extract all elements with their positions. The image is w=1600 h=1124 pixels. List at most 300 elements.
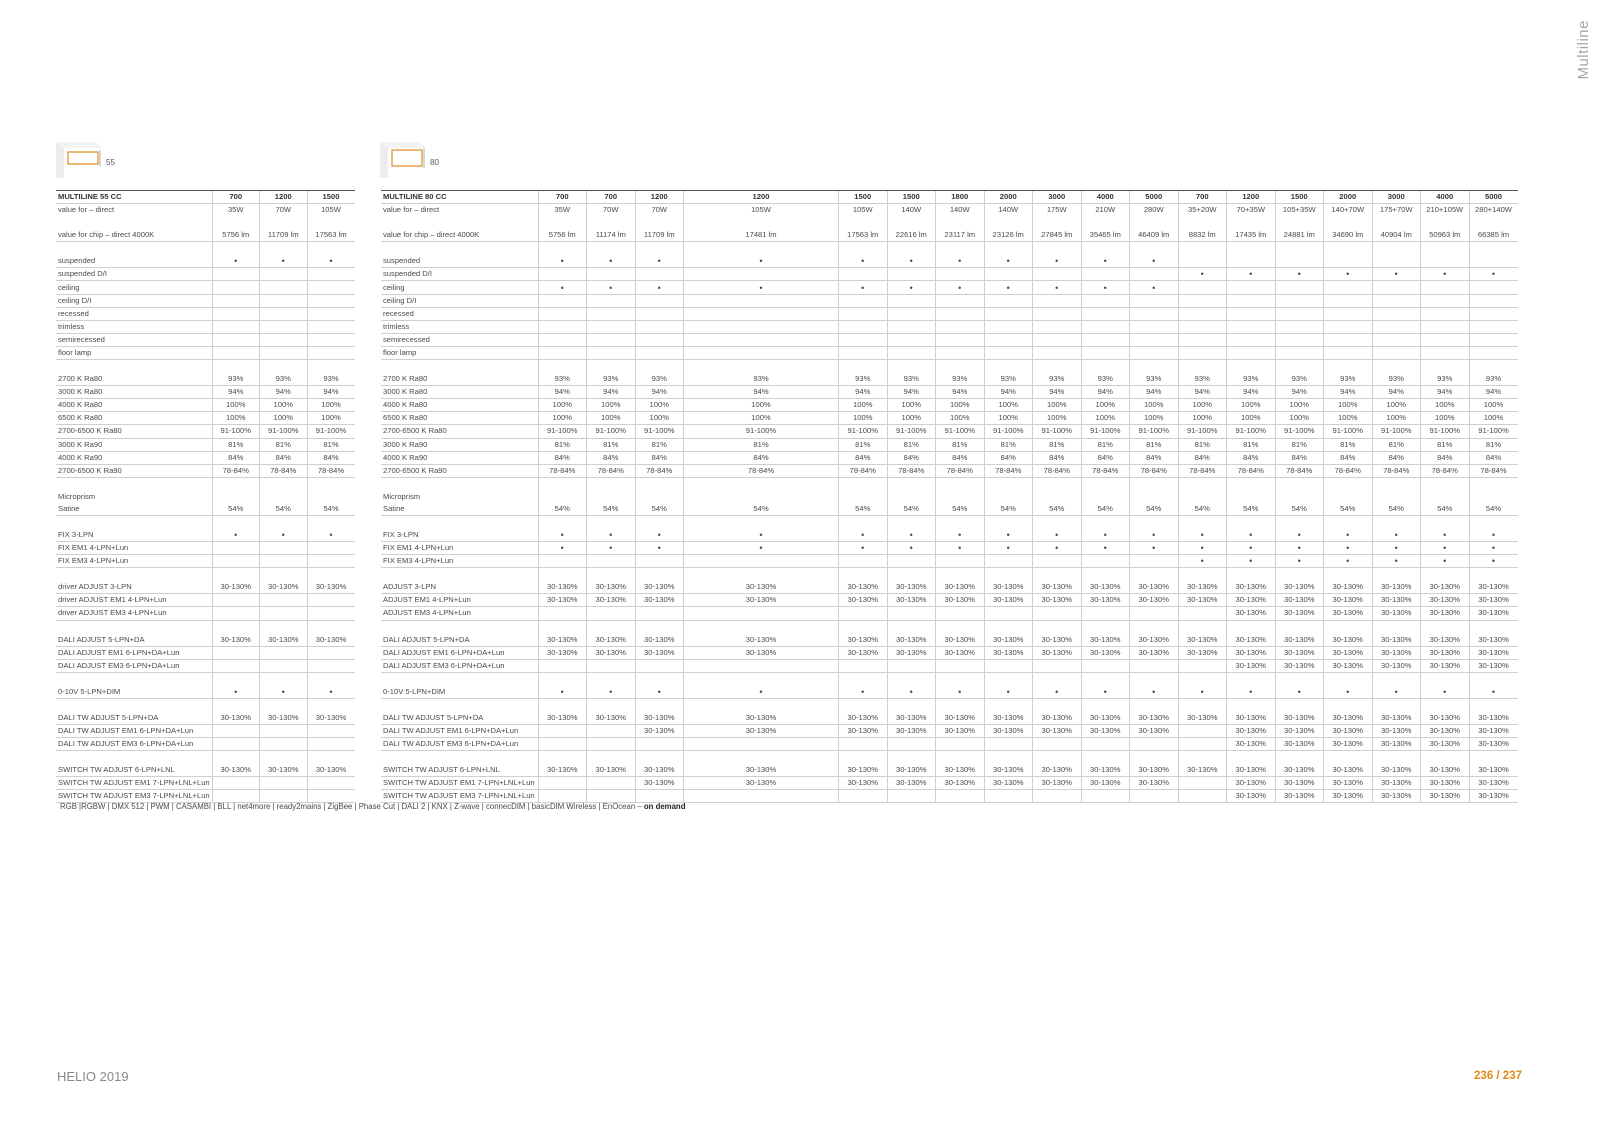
row-value (1469, 294, 1518, 307)
column-lumen: 8832 lm (1178, 229, 1227, 242)
row-value: 93% (1324, 373, 1373, 386)
row-value: 78-84% (1275, 464, 1324, 477)
row-value: 30-130% (1081, 594, 1130, 607)
row-value: 91-100% (1275, 425, 1324, 438)
row-label: recessed (56, 307, 212, 320)
row-value (1033, 607, 1082, 620)
row-value (635, 659, 684, 672)
row-value (1033, 491, 1082, 503)
row-value: 94% (1275, 386, 1324, 399)
row-value: 100% (1324, 399, 1373, 412)
row-value: • (1227, 268, 1276, 281)
row-value: 30-130% (1227, 646, 1276, 659)
row-value: 54% (1081, 503, 1130, 516)
row-value: 94% (1081, 386, 1130, 399)
row-value (684, 659, 839, 672)
row-value: 30-130% (1324, 725, 1373, 738)
row-value (1372, 281, 1421, 294)
row-value (1324, 255, 1373, 268)
row-value: 30-130% (1372, 634, 1421, 647)
row-value: 100% (1130, 412, 1179, 425)
column-power: 140W (936, 204, 985, 217)
row-value: 100% (1033, 399, 1082, 412)
row-value (684, 333, 839, 346)
row-value (635, 346, 684, 359)
column-size: 1500 (1275, 191, 1324, 204)
row-value: 30-130% (1081, 712, 1130, 725)
column-lumen: 24881 lm (1275, 229, 1324, 242)
row-value (212, 725, 260, 738)
row-value (1178, 607, 1227, 620)
row-value: 54% (684, 503, 839, 516)
row-value (936, 320, 985, 333)
row-value: 30-130% (212, 712, 260, 725)
table-row (56, 346, 355, 359)
row-value (1421, 255, 1470, 268)
table-row (381, 333, 1518, 346)
row-value: 81% (839, 438, 888, 451)
column-power: 70W (260, 204, 308, 217)
row-label: floor lamp (381, 346, 538, 359)
table-row (56, 451, 355, 464)
row-value: 30-130% (1227, 725, 1276, 738)
table-row (56, 738, 355, 751)
row-value: 30-130% (1130, 646, 1179, 659)
table-row (381, 320, 1518, 333)
row-value (1227, 255, 1276, 268)
row-label: recessed (381, 307, 538, 320)
row-value (839, 659, 888, 672)
row-value: 84% (1275, 451, 1324, 464)
row-value: 30-130% (635, 764, 684, 777)
row-value: • (684, 542, 839, 555)
row-value: 100% (587, 412, 636, 425)
row-value (635, 333, 684, 346)
row-value: 30-130% (1372, 712, 1421, 725)
row-label: FIX 3-LPN (381, 529, 538, 542)
row-value: 30-130% (1372, 764, 1421, 777)
row-value: 30-130% (1324, 646, 1373, 659)
row-value: 93% (684, 373, 839, 386)
row-value (887, 659, 936, 672)
row-value (635, 607, 684, 620)
row-value: 30-130% (839, 712, 888, 725)
row-value: 81% (538, 438, 587, 451)
row-value (1033, 790, 1082, 803)
row-value: • (1372, 268, 1421, 281)
row-label: 4000 K Ra90 (381, 451, 538, 464)
column-size: 1200 (635, 191, 684, 204)
row-value: 81% (635, 438, 684, 451)
row-value: • (887, 542, 936, 555)
row-value: 30-130% (1275, 790, 1324, 803)
row-value (1033, 294, 1082, 307)
table-row (56, 412, 355, 425)
row-value: 30-130% (936, 725, 985, 738)
row-value: 94% (684, 386, 839, 399)
row-value: 30-130% (1469, 725, 1518, 738)
row-value: 84% (1178, 451, 1227, 464)
row-value: • (307, 255, 355, 268)
row-value: 54% (635, 503, 684, 516)
row-value: 94% (1033, 386, 1082, 399)
power-label: value for – direct (58, 205, 115, 215)
row-value (212, 777, 260, 790)
row-value: 30-130% (1130, 712, 1179, 725)
row-value: 100% (307, 412, 355, 425)
row-label: suspended D/I (56, 268, 212, 281)
table-row (56, 438, 355, 451)
column-size: 2000 (984, 191, 1033, 204)
row-value: 100% (212, 399, 260, 412)
row-value: 81% (984, 438, 1033, 451)
row-label: DALI ADJUST EM1 6-LPN+DA+Lun (381, 646, 538, 659)
row-value (635, 790, 684, 803)
row-label: DALI ADJUST 5-LPN+DA (381, 634, 538, 647)
row-value: 93% (984, 373, 1033, 386)
table-row (381, 646, 1518, 659)
row-value (839, 346, 888, 359)
row-value: 100% (635, 412, 684, 425)
row-value: 81% (1372, 438, 1421, 451)
row-value (936, 333, 985, 346)
row-value (936, 738, 985, 751)
row-value (1178, 255, 1227, 268)
row-label: 0-10V 5-LPN+DIM (381, 686, 538, 699)
row-label: suspended (56, 255, 212, 268)
row-value: 30-130% (887, 712, 936, 725)
row-value (984, 659, 1033, 672)
row-value: • (260, 686, 308, 699)
row-value: 30-130% (1081, 777, 1130, 790)
header-row (56, 191, 355, 204)
row-value: 30-130% (936, 764, 985, 777)
table-row (56, 491, 355, 503)
row-value: 81% (260, 438, 308, 451)
row-value: • (1130, 542, 1179, 555)
table-row (56, 659, 355, 672)
row-value (1130, 491, 1179, 503)
table-row (56, 399, 355, 412)
row-value (984, 268, 1033, 281)
row-value: 30-130% (1033, 634, 1082, 647)
row-value: • (984, 686, 1033, 699)
table-row (381, 555, 1518, 568)
column-size: 1200 (684, 191, 839, 204)
row-value (212, 320, 260, 333)
row-value: 30-130% (1033, 594, 1082, 607)
row-value: 30-130% (1421, 634, 1470, 647)
row-value (1372, 346, 1421, 359)
row-value (936, 268, 985, 281)
row-value: 54% (936, 503, 985, 516)
table-row (56, 555, 355, 568)
table-row (56, 634, 355, 647)
row-value: 30-130% (839, 764, 888, 777)
row-value (1178, 790, 1227, 803)
row-value (1275, 333, 1324, 346)
row-value (307, 491, 355, 503)
row-value: 54% (1178, 503, 1227, 516)
row-value: 30-130% (1421, 659, 1470, 672)
row-value: 54% (1033, 503, 1082, 516)
row-value: 93% (1081, 373, 1130, 386)
row-value: • (1372, 529, 1421, 542)
row-value: 30-130% (1275, 634, 1324, 647)
column-power: 140W (887, 204, 936, 217)
table-row (381, 346, 1518, 359)
row-value (587, 555, 636, 568)
row-value: 100% (1178, 412, 1227, 425)
row-value (1033, 555, 1082, 568)
row-label: DALI TW ADJUST EM1 6-LPN+DA+Lun (381, 725, 538, 738)
row-value: 30-130% (984, 725, 1033, 738)
row-value: 81% (684, 438, 839, 451)
row-value: 100% (635, 399, 684, 412)
table-row (56, 464, 355, 477)
row-value (260, 555, 308, 568)
row-value (538, 294, 587, 307)
row-value: 54% (1372, 503, 1421, 516)
row-value: 54% (587, 503, 636, 516)
row-value: • (1033, 529, 1082, 542)
row-value (260, 607, 308, 620)
row-label: SWITCH TW ADJUST EM1 7-LPN+LNL+Lun (381, 777, 538, 790)
column-power: 35W (538, 204, 587, 217)
row-value: 30-130% (1081, 646, 1130, 659)
table-row (56, 320, 355, 333)
row-value (839, 268, 888, 281)
row-value (212, 268, 260, 281)
row-value: 94% (1324, 386, 1373, 399)
row-value: 30-130% (1469, 790, 1518, 803)
row-value: • (936, 255, 985, 268)
row-value (1227, 333, 1276, 346)
row-value: • (984, 529, 1033, 542)
row-value: • (260, 529, 308, 542)
row-value: 94% (984, 386, 1033, 399)
row-value (1421, 491, 1470, 503)
row-value: • (1372, 542, 1421, 555)
row-value: • (1081, 281, 1130, 294)
row-value: 78-84% (1324, 464, 1373, 477)
row-value (307, 542, 355, 555)
row-value: • (587, 281, 636, 294)
row-value (1130, 320, 1179, 333)
row-value: 100% (1421, 399, 1470, 412)
column-lumen: 34690 lm (1324, 229, 1373, 242)
row-value: 30-130% (1227, 607, 1276, 620)
row-value: • (1469, 268, 1518, 281)
row-value: 54% (307, 503, 355, 516)
row-value (1469, 333, 1518, 346)
column-lumen: 11709 lm (260, 229, 308, 242)
row-label: Microprism (58, 491, 96, 501)
row-value (1081, 268, 1130, 281)
row-label: ceiling D/I (381, 294, 538, 307)
column-power: 105W (307, 204, 355, 217)
row-value: 93% (1033, 373, 1082, 386)
row-value: • (1033, 281, 1082, 294)
row-label: DALI ADJUST 5-LPN+DA (56, 634, 212, 647)
row-value: 100% (587, 399, 636, 412)
row-value (260, 294, 308, 307)
row-value (887, 320, 936, 333)
column-power: 70W (587, 204, 636, 217)
row-label: DALI ADJUST EM3 6-LPN+DA+Lun (381, 659, 538, 672)
row-value: 30-130% (684, 777, 839, 790)
row-value: 30-130% (635, 777, 684, 790)
row-value (538, 307, 587, 320)
row-value (212, 333, 260, 346)
row-value (1372, 307, 1421, 320)
row-value: 30-130% (1421, 764, 1470, 777)
row-value: • (1178, 555, 1227, 568)
row-value: 84% (684, 451, 839, 464)
row-value: • (1227, 555, 1276, 568)
column-power: 175+70W (1372, 204, 1421, 217)
row-value: 91-100% (684, 425, 839, 438)
row-value (587, 725, 636, 738)
table-row (381, 764, 1518, 777)
row-value: • (936, 686, 985, 699)
row-value (839, 491, 888, 503)
row-value (260, 646, 308, 659)
row-value: 78-84% (1033, 464, 1082, 477)
row-value (1324, 491, 1373, 503)
row-value: • (1130, 529, 1179, 542)
row-value: 100% (260, 412, 308, 425)
row-value (684, 268, 839, 281)
row-value: 94% (260, 386, 308, 399)
row-value (1324, 294, 1373, 307)
row-value: 30-130% (1324, 790, 1373, 803)
row-value: • (1081, 255, 1130, 268)
row-label: 6500 K Ra80 (381, 412, 538, 425)
row-value (307, 607, 355, 620)
row-value: 93% (260, 373, 308, 386)
row-label: 2700 K Ra80 (56, 373, 212, 386)
row-value: • (635, 281, 684, 294)
table-row (381, 438, 1518, 451)
column-size: 700 (538, 191, 587, 204)
row-value: 30-130% (1227, 712, 1276, 725)
row-label: 4000 K Ra80 (381, 399, 538, 412)
row-value: 30-130% (1324, 581, 1373, 594)
row-value: 81% (1421, 438, 1470, 451)
row-value (1178, 346, 1227, 359)
row-value (936, 307, 985, 320)
row-value: 30-130% (538, 646, 587, 659)
row-value: 30-130% (1324, 738, 1373, 751)
column-power: 210+105W (1421, 204, 1470, 217)
row-value: 30-130% (1372, 646, 1421, 659)
row-value: 30-130% (684, 594, 839, 607)
row-value: 30-130% (538, 581, 587, 594)
table-row (381, 542, 1518, 555)
row-value: 94% (839, 386, 888, 399)
row-label: trimless (56, 320, 212, 333)
options-footnote (60, 802, 685, 811)
row-value: 84% (1421, 451, 1470, 464)
row-value: 30-130% (984, 764, 1033, 777)
profile-80-label: 80 (430, 158, 439, 167)
row-value: 81% (1275, 438, 1324, 451)
row-value (1033, 333, 1082, 346)
row-value: 94% (635, 386, 684, 399)
column-lumen: 46409 lm (1130, 229, 1179, 242)
row-value (887, 294, 936, 307)
row-value: 30-130% (587, 764, 636, 777)
row-value (307, 281, 355, 294)
row-value (1178, 738, 1227, 751)
row-value (984, 346, 1033, 359)
row-value: 93% (1275, 373, 1324, 386)
row-value: 30-130% (1372, 790, 1421, 803)
row-value: 30-130% (684, 634, 839, 647)
row-value: • (1469, 686, 1518, 699)
row-value: 91-100% (307, 425, 355, 438)
row-value: 30-130% (984, 581, 1033, 594)
row-value (307, 777, 355, 790)
row-value (1421, 307, 1470, 320)
row-value (1275, 281, 1324, 294)
row-value: 93% (1421, 373, 1470, 386)
row-value (1421, 346, 1470, 359)
row-value (1081, 346, 1130, 359)
table-row (381, 255, 1518, 268)
column-size: 1500 (839, 191, 888, 204)
row-value: 91-100% (839, 425, 888, 438)
row-value (984, 320, 1033, 333)
row-label: ADJUST EM3 4-LPN+Lun (381, 607, 538, 620)
row-value: • (839, 542, 888, 555)
row-value: 100% (1275, 399, 1324, 412)
row-value (887, 790, 936, 803)
row-value: • (307, 529, 355, 542)
column-power: 140W (984, 204, 1033, 217)
row-value: • (1421, 555, 1470, 568)
row-value (307, 790, 355, 803)
row-label: ceiling (56, 281, 212, 294)
row-value: 30-130% (1421, 777, 1470, 790)
row-value: 54% (1324, 503, 1373, 516)
row-value: 100% (887, 412, 936, 425)
row-value: 54% (839, 503, 888, 516)
footer-page-numbers: 236 / 237 (1474, 1070, 1522, 1082)
row-value (936, 491, 985, 503)
row-label: ADJUST 3-LPN (381, 581, 538, 594)
row-value: 100% (1469, 399, 1518, 412)
row-value (839, 555, 888, 568)
row-value: 100% (1372, 399, 1421, 412)
table-row (56, 425, 355, 438)
table-row (381, 307, 1518, 320)
row-value: • (587, 686, 636, 699)
column-size: 1500 (887, 191, 936, 204)
row-value: 30-130% (1130, 764, 1179, 777)
row-value (887, 268, 936, 281)
row-value (1081, 307, 1130, 320)
row-value: 91-100% (212, 425, 260, 438)
row-value (587, 333, 636, 346)
row-value: 30-130% (839, 777, 888, 790)
row-value: 93% (1372, 373, 1421, 386)
row-value (936, 294, 985, 307)
row-value: • (260, 255, 308, 268)
row-value: 100% (936, 412, 985, 425)
row-value (1275, 294, 1324, 307)
